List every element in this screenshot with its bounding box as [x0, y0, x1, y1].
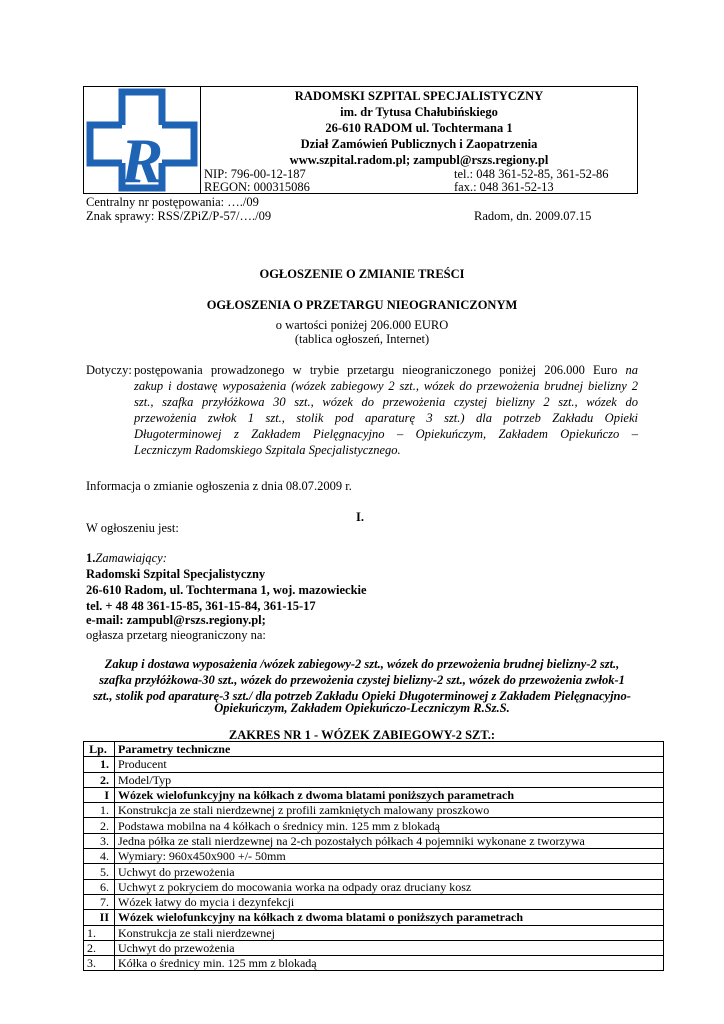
row-lp: 3.	[84, 956, 115, 971]
row-param: Wózek wielofunkcyjny na kółkach z dwoma blatami poniższych parametrach	[115, 787, 664, 802]
subject-line-1	[134, 362, 638, 378]
contractor-email: e-mail: zampubl@rszs.regiony.pl;	[86, 613, 266, 627]
doc-title-3: o wartości poniżej 206.000 EURO	[275, 318, 449, 332]
hospital-cross-r-logo-icon	[84, 87, 200, 193]
contractor-heading	[86, 550, 167, 566]
header-params: Parametry techniczne	[115, 742, 664, 757]
row-param: Uchwyt do przewożenia	[115, 940, 664, 955]
table-row	[84, 894, 664, 909]
contractor-label: Zamawiający:	[95, 551, 167, 565]
subject-line-1-italic: na	[625, 363, 639, 377]
logo-cell	[84, 87, 201, 193]
table-row	[84, 879, 664, 894]
row-lp: 1.	[84, 803, 115, 818]
order-title-1: Zakup i dostawa wyposażenia /wózek zabiegowy-2 szt., wózek do przewożenia brudnej bielizny-2 szt.,	[104, 657, 620, 671]
row-lp: 7.	[84, 894, 115, 909]
row-lp: 3.	[84, 833, 115, 848]
table-row	[84, 772, 664, 787]
table-row	[84, 803, 664, 818]
org-patron: im. dr Tytusa Chałubińskiego	[340, 105, 498, 119]
table-row	[84, 757, 664, 772]
row-lp: 2.	[84, 818, 115, 833]
subject-line-2: zakup i dostawę wyposażenia (wózek zabiegowy 2 szt., wózek do przewożenia brudnej bielizny 2	[134, 379, 638, 393]
section-roman: I.	[356, 510, 364, 524]
org-address: 26-610 RADOM ul. Tochtermana 1	[325, 121, 513, 135]
row-param: Jedna półka ze stali nierdzewnej na 2-ch pozostałych półkach 4 pojemniki wykonane z tworzywa	[115, 833, 664, 848]
row-param: Konstrukcja ze stali nierdzewnej	[115, 925, 664, 940]
table-row	[84, 925, 664, 940]
org-department: Dział Zamówień Publicznych i Zaopatrzenia	[300, 137, 538, 151]
row-lp: 6.	[84, 879, 115, 894]
row-param: Konstrukcja ze stali nierdzewnej z profili zamkniętych malowany proszkowo	[115, 803, 664, 818]
table-row	[84, 849, 664, 864]
row-lp: 2.	[84, 772, 115, 787]
row-lp: 1.	[84, 925, 115, 940]
row-param: Wózek łatwy do mycia i dezynfekcji	[115, 894, 664, 909]
row-lp: 1.	[84, 757, 115, 772]
scope-title: ZAKRES NR 1 - WÓZEK ZABIEGOWY-2 SZT.:	[228, 728, 496, 742]
contractor-tel: tel. + 48 48 361-15-85, 361-15-84, 361-15-17	[86, 599, 316, 613]
subject-line-1-text: postępowania prowadzonego w trybie przetargu nieograniczonego poniżej 206.000 Euro	[134, 363, 618, 377]
regon: REGON: 000315086	[204, 180, 310, 194]
regon-fax-row	[204, 179, 634, 195]
row-param: Wymiary: 960x450x900 +/- 50mm	[115, 849, 664, 864]
place-date: Radom, dn. 2009.07.15	[474, 209, 592, 223]
row-lp: 4.	[84, 849, 115, 864]
row-param: Podstawa mobilna na 4 kółkach o średnicy min. 125 mm z blokadą	[115, 818, 664, 833]
subject-line-3: szt., szafka przyłóżkowa 30 szt., wózek do przewożenia czystej bielizny 2 szt., wózek do	[134, 395, 638, 409]
fax: fax.: 048 361-52-13	[454, 180, 554, 194]
header-lp: Lp.	[84, 742, 115, 757]
row-lp: I	[84, 787, 115, 802]
table-row	[84, 864, 664, 879]
order-title-4: Opiekuńczym, Zakładem Opiekuńczo-Leczniczym R.Sz.S.	[214, 701, 510, 715]
tel: tel.: 048 361-52-85, 361-52-86	[454, 167, 609, 181]
table-row	[84, 940, 664, 955]
org-web-email: www.szpital.radom.pl; zampubl@rszs.regiony.pl	[289, 153, 549, 167]
contractor-announces: ogłasza przetarg nieograniczony na:	[86, 628, 266, 642]
table-row	[84, 833, 664, 848]
doc-title-2: OGŁOSZENIA O PRZETARGU NIEOGRANICZONYM	[206, 298, 518, 312]
nip: NIP: 796-00-12-187	[204, 167, 306, 181]
spec-table	[83, 741, 664, 971]
row-lp: II	[84, 910, 115, 925]
subject-line-4: przewożenia zwłok 1 szt., stolik pod aparaturę 3 szt.) dla potrzeb Zakładu Opieki	[134, 411, 638, 425]
org-name: RADOMSKI SZPITAL SPECJALISTYCZNY	[294, 89, 544, 103]
row-param: Model/Typ	[115, 772, 664, 787]
doc-title-4: (tablica ogłoszeń, Internet)	[294, 332, 430, 346]
subject-label: Dotyczy:	[86, 363, 132, 377]
row-param: Uchwyt do przewożenia	[115, 864, 664, 879]
row-param: Uchwyt z pokryciem do mocowania worka na odpady oraz druciany kosz	[115, 879, 664, 894]
contractor-name: Radomski Szpital Specjalistyczny	[86, 567, 266, 581]
central-number: Centralny nr postępowania: …./09	[86, 195, 259, 209]
row-lp: 2.	[84, 940, 115, 955]
case-number: Znak sprawy: RSS/ZPiZ/P-57/…./09	[86, 209, 272, 223]
table-row	[84, 818, 664, 833]
table-row	[84, 956, 664, 971]
doc-title-1: OGŁOSZENIE O ZMIANIE TREŚCI	[259, 267, 465, 281]
subject-line-5: Długoterminowej z Zakładem Pielęgnacyjno – Opiekuńczym, Zakładem Opiekuńczo –	[134, 427, 638, 441]
subject-line-6: Leczniczym Radomskiego Szpitala Specjalistycznego.	[134, 443, 401, 457]
row-param: Kółka o średnicy min. 125 mm z blokadą	[115, 956, 664, 971]
change-info: Informacja o zmianie ogłoszenia z dnia 08.07.2009 r.	[86, 479, 352, 493]
table-header-row	[84, 742, 664, 757]
contractor-num: 1.	[86, 551, 96, 565]
table-row	[84, 910, 664, 925]
contractor-address: 26-610 Radom, ul. Tochtermana 1, woj. mazowieckie	[86, 583, 367, 597]
order-title-2: szafka przyłóżkowa-30 szt., wózek do przewożenia czystej bielizny-2 szt., wózek do przewożenia zwłok-1	[99, 673, 625, 687]
row-param: Producent	[115, 757, 664, 772]
table-row	[84, 787, 664, 802]
row-param: Wózek wielofunkcyjny na kółkach z dwoma blatami o poniższych parametrach	[115, 910, 664, 925]
letterhead	[83, 86, 638, 194]
svg-text:R: R	[120, 125, 164, 193]
row-lp: 5.	[84, 864, 115, 879]
order-title-3: szt., stolik pod aparaturę-3 szt./ dla potrzeb Zakładu Opieki Długoterminowej z Zakładem Pielęgnacyjno-	[93, 689, 631, 703]
in-notice-label: W ogłoszeniu jest:	[86, 521, 179, 535]
